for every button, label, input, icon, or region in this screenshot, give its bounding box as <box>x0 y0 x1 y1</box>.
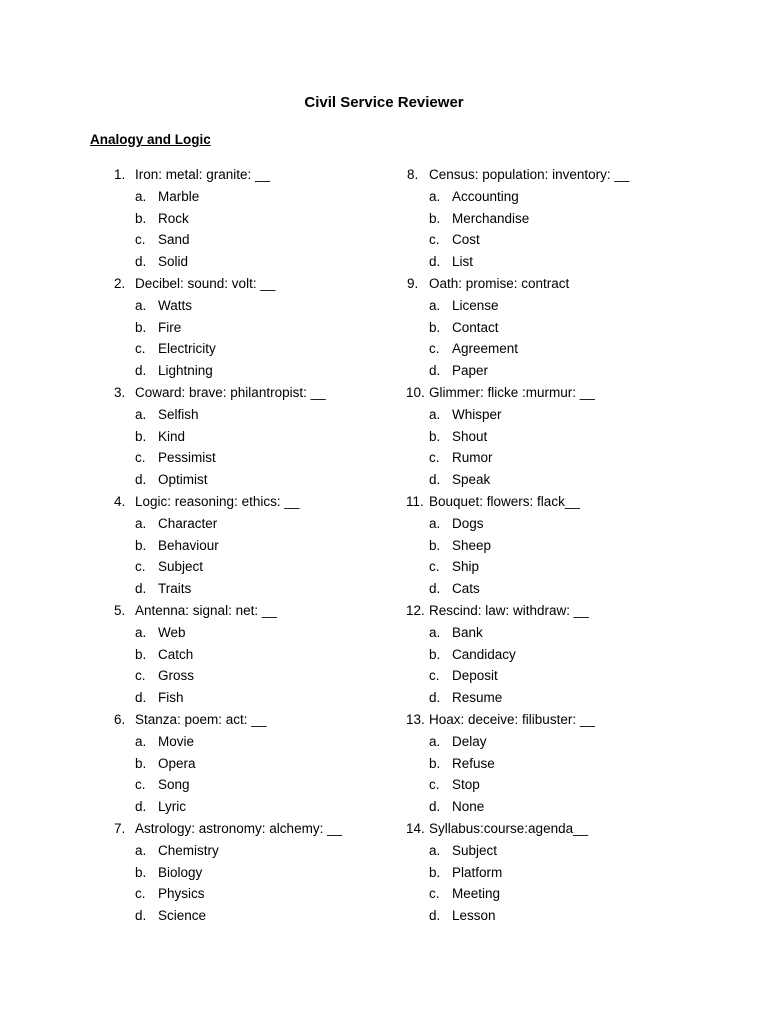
answer-option <box>398 338 629 360</box>
option-text: Lyric <box>158 799 187 815</box>
answer-option <box>398 426 629 448</box>
question-item <box>398 709 629 818</box>
option-letter: a. <box>135 624 147 640</box>
answer-option <box>398 251 629 273</box>
option-text: Contact <box>452 319 499 335</box>
question-number: 6. <box>114 711 126 727</box>
question-number: 5. <box>114 602 126 618</box>
option-text: Platform <box>452 864 503 880</box>
option-letter: d. <box>429 690 441 706</box>
question-number: 1. <box>114 167 126 182</box>
option-letter: d. <box>429 254 441 270</box>
option-text: Sheep <box>452 537 492 553</box>
answer-option <box>104 774 342 796</box>
answer-option <box>398 513 629 535</box>
option-letter: b. <box>135 537 147 553</box>
option-letter: c. <box>135 668 146 684</box>
option-letter: b. <box>135 864 147 880</box>
option-text: Chemistry <box>158 842 219 858</box>
option-letter: c. <box>429 341 440 357</box>
question-line <box>104 382 342 404</box>
option-letter: c. <box>429 559 440 575</box>
answer-option <box>104 796 342 818</box>
option-letter: d. <box>135 472 147 488</box>
question-item <box>398 382 629 491</box>
option-letter: c. <box>135 341 146 357</box>
question-number: 10. <box>406 384 425 400</box>
option-letter: b. <box>135 755 147 771</box>
option-letter: a. <box>429 842 441 858</box>
answer-option <box>104 404 342 426</box>
option-text: Dogs <box>452 515 484 531</box>
option-text: Cats <box>452 581 480 597</box>
option-letter: b. <box>429 755 441 771</box>
option-letter: d. <box>135 799 147 815</box>
option-text: Sand <box>158 232 190 248</box>
option-text: Solid <box>158 254 189 270</box>
question-number: 8. <box>407 167 419 182</box>
question-text: Iron: metal: granite: __ <box>135 167 271 182</box>
answer-option <box>104 883 342 905</box>
option-letter: a. <box>429 733 441 749</box>
section-heading: Analogy and Logic <box>90 132 211 147</box>
answer-option <box>104 556 342 578</box>
question-number: 4. <box>114 493 126 509</box>
question-text: Stanza: poem: act: __ <box>135 711 267 727</box>
answer-option <box>398 883 629 905</box>
answer-option <box>104 208 342 230</box>
answer-option <box>104 469 342 491</box>
option-letter: d. <box>135 254 147 270</box>
answer-option <box>398 862 629 884</box>
option-letter: b. <box>429 210 441 226</box>
option-letter: d. <box>135 908 147 924</box>
question-line <box>398 164 629 186</box>
answer-option <box>104 295 342 317</box>
question-line <box>398 273 629 295</box>
question-text: Coward: brave: philantropist: __ <box>135 384 326 400</box>
option-letter: d. <box>429 908 441 924</box>
question-number: 11. <box>406 493 424 509</box>
answer-option <box>398 665 629 687</box>
option-letter: b. <box>429 646 441 662</box>
question-line <box>398 709 629 731</box>
option-letter: c. <box>135 886 146 902</box>
option-letter: b. <box>135 319 147 335</box>
option-text: Character <box>158 515 218 531</box>
answer-option <box>104 731 342 753</box>
question-text: Hoax: deceive: filibuster: __ <box>429 711 595 727</box>
answer-option <box>104 862 342 884</box>
answer-option <box>398 360 629 382</box>
option-letter: b. <box>135 646 147 662</box>
answer-option <box>398 317 629 339</box>
answer-option <box>104 578 342 600</box>
option-letter: a. <box>135 297 147 313</box>
question-line <box>104 273 342 295</box>
option-text: Delay <box>452 733 487 749</box>
option-text: Meeting <box>452 886 501 902</box>
option-text: Candidacy <box>452 646 516 662</box>
option-text: Web <box>158 624 186 640</box>
option-letter: d. <box>135 581 147 597</box>
option-letter: a. <box>429 515 441 531</box>
answer-option <box>104 426 342 448</box>
answer-option <box>104 338 342 360</box>
option-text: Merchandise <box>452 210 530 226</box>
answer-option <box>398 796 629 818</box>
option-text: Stop <box>452 777 480 793</box>
option-text: Speak <box>452 472 491 488</box>
question-item <box>104 273 342 382</box>
option-text: Subject <box>452 842 498 858</box>
option-letter: d. <box>135 690 147 706</box>
option-text: Resume <box>452 690 503 706</box>
question-item <box>104 600 342 709</box>
answer-option <box>398 731 629 753</box>
option-text: Subject <box>158 559 204 575</box>
option-text: Pessimist <box>158 450 216 466</box>
question-item <box>398 164 629 273</box>
option-letter: a. <box>135 406 147 422</box>
question-text: Decibel: sound: volt: __ <box>135 275 276 291</box>
question-line <box>398 382 629 404</box>
question-line <box>398 491 629 513</box>
option-letter: a. <box>135 515 147 531</box>
option-text: Traits <box>158 581 192 597</box>
question-text: Oath: promise: contract <box>429 275 570 291</box>
option-letter: b. <box>429 864 441 880</box>
answer-option <box>104 229 342 251</box>
question-text: Syllabus:course:agenda__ <box>429 820 589 836</box>
answer-option <box>398 229 629 251</box>
option-letter: c. <box>429 777 440 793</box>
answer-option <box>398 622 629 644</box>
answer-option <box>104 665 342 687</box>
option-text: Ship <box>452 559 480 575</box>
option-text: Refuse <box>452 755 495 771</box>
answer-option <box>104 360 342 382</box>
option-letter: b. <box>135 428 147 444</box>
question-number: 12. <box>406 602 425 618</box>
option-letter: b. <box>135 210 147 226</box>
answer-option <box>104 840 342 862</box>
answer-option <box>398 774 629 796</box>
answer-option <box>104 186 342 208</box>
option-text: Song <box>158 777 190 793</box>
question-item <box>398 273 629 382</box>
option-letter: c. <box>135 559 146 575</box>
question-line <box>104 164 342 186</box>
answer-option <box>104 513 342 535</box>
option-text: Rock <box>158 210 189 226</box>
question-text: Bouquet: flowers: flack__ <box>429 493 580 509</box>
option-text: Deposit <box>452 668 498 684</box>
option-letter: c. <box>429 232 440 248</box>
option-text: Fire <box>158 319 182 335</box>
option-text: Accounting <box>452 188 519 204</box>
option-text: Paper <box>452 363 489 379</box>
answer-option <box>398 208 629 230</box>
option-text: Cost <box>452 232 480 248</box>
option-text: Electricity <box>158 341 216 357</box>
question-text: Glimmer: flicke :murmur: __ <box>429 384 595 400</box>
answer-option <box>398 644 629 666</box>
answer-option <box>104 644 342 666</box>
answer-option <box>398 186 629 208</box>
option-letter: c. <box>429 450 440 466</box>
option-text: Biology <box>158 864 203 880</box>
option-letter: a. <box>429 297 441 313</box>
option-letter: d. <box>135 363 147 379</box>
answer-option <box>398 404 629 426</box>
option-letter: b. <box>429 319 441 335</box>
option-text: Rumor <box>452 450 493 466</box>
question-line <box>104 709 342 731</box>
option-text: Lesson <box>452 908 496 924</box>
answer-option <box>104 447 342 469</box>
option-text: Gross <box>158 668 195 684</box>
question-line <box>104 818 342 840</box>
question-text: Rescind: law: withdraw: __ <box>429 602 589 618</box>
option-letter: a. <box>429 406 441 422</box>
question-item <box>398 491 629 600</box>
option-letter: a. <box>135 733 147 749</box>
option-text: Opera <box>158 755 196 771</box>
option-letter: a. <box>135 188 147 204</box>
answer-option <box>104 905 342 927</box>
question-line <box>398 600 629 622</box>
option-text: Selfish <box>158 406 199 422</box>
question-text: Antenna: signal: net: __ <box>135 602 277 618</box>
option-letter: c. <box>135 777 146 793</box>
option-text: Physics <box>158 886 205 902</box>
option-text: Science <box>158 908 207 924</box>
question-number: 14. <box>406 820 425 836</box>
question-item <box>104 818 342 927</box>
answer-option <box>398 687 629 709</box>
option-letter: a. <box>429 188 441 204</box>
question-line <box>104 600 342 622</box>
option-text: Watts <box>158 297 193 313</box>
option-letter: c. <box>135 232 146 248</box>
question-column-left <box>104 164 342 927</box>
answer-option <box>398 905 629 927</box>
option-letter: c. <box>135 450 146 466</box>
answer-option <box>398 295 629 317</box>
answer-option <box>104 251 342 273</box>
answer-option <box>104 753 342 775</box>
option-text: Whisper <box>452 406 502 422</box>
option-text: Agreement <box>452 341 519 357</box>
option-letter: b. <box>429 428 441 444</box>
option-text: Marble <box>158 188 200 204</box>
option-text: List <box>452 254 474 270</box>
option-text: Kind <box>158 428 186 444</box>
question-item <box>398 600 629 709</box>
option-letter: d. <box>429 472 441 488</box>
answer-option <box>398 840 629 862</box>
option-text: Lightning <box>158 363 213 379</box>
page-title: Civil Service Reviewer <box>304 94 464 111</box>
question-number: 7. <box>114 820 126 836</box>
option-letter: d. <box>429 363 441 379</box>
option-text: None <box>452 799 485 815</box>
answer-option <box>104 622 342 644</box>
answer-option <box>104 317 342 339</box>
option-letter: c. <box>429 668 440 684</box>
option-text: Movie <box>158 733 195 749</box>
answer-option <box>398 578 629 600</box>
question-text: Astrology: astronomy: alchemy: __ <box>135 820 343 836</box>
question-text: Census: population: inventory: __ <box>429 167 630 182</box>
answer-option <box>104 535 342 557</box>
option-letter: a. <box>429 624 441 640</box>
question-column-right <box>398 164 629 927</box>
question-item <box>104 382 342 491</box>
question-item <box>104 491 342 600</box>
question-item <box>104 164 342 273</box>
option-text: Catch <box>158 646 194 662</box>
answer-option <box>398 556 629 578</box>
answer-option <box>104 687 342 709</box>
option-text: Shout <box>452 428 488 444</box>
option-letter: b. <box>429 537 441 553</box>
question-line <box>398 818 629 840</box>
option-text: License <box>452 297 499 313</box>
option-letter: c. <box>429 886 440 902</box>
answer-option <box>398 753 629 775</box>
question-number: 13. <box>406 711 425 727</box>
question-text: Logic: reasoning: ethics: __ <box>135 493 300 509</box>
option-text: Fish <box>158 690 184 706</box>
answer-option <box>398 447 629 469</box>
answer-option <box>398 535 629 557</box>
question-number: 3. <box>114 384 126 400</box>
option-text: Optimist <box>158 472 208 488</box>
question-number: 2. <box>114 275 126 291</box>
option-letter: d. <box>429 581 441 597</box>
option-letter: a. <box>135 842 147 858</box>
option-text: Bank <box>452 624 483 640</box>
question-line <box>104 491 342 513</box>
question-number: 9. <box>407 275 419 291</box>
question-item <box>398 818 629 927</box>
option-letter: d. <box>429 799 441 815</box>
answer-option <box>398 469 629 491</box>
question-item <box>104 709 342 818</box>
option-text: Behaviour <box>158 537 219 553</box>
